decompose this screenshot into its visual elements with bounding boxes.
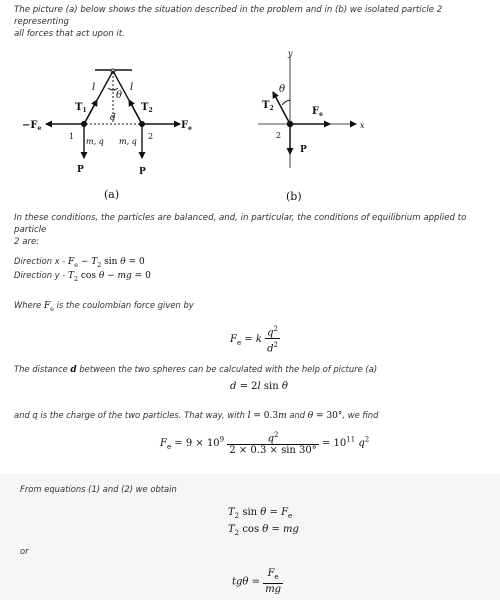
direction-y-label: Direction y -	[14, 270, 68, 280]
figure-b-caption: (b)	[286, 190, 302, 203]
label-particle-2: 2	[148, 132, 154, 141]
label-t1: $T_1$	[75, 102, 87, 114]
label-t2: $T_2$	[262, 100, 274, 112]
label-y: y	[288, 49, 293, 58]
charge-after: , we find	[342, 410, 379, 420]
force-denominator: 2 × 0.3 × sin 30°	[229, 445, 317, 457]
intro-line-2: all forces that act upon it.	[14, 29, 125, 39]
coulomb-formula	[230, 324, 280, 356]
equilibrium-paragraph	[14, 212, 498, 248]
direction-y-equation: $T_2$ cos θ − mg = 0	[67, 271, 151, 283]
where-after: is the coulombian force given by	[53, 300, 194, 310]
where-line	[14, 300, 194, 313]
label-theta: θ	[279, 84, 286, 95]
label-x: x	[360, 121, 365, 130]
distance-after: between the two spheres can be calculated with the help of picture (a)	[76, 364, 378, 374]
force-fraction	[227, 430, 318, 457]
tg-denominator: mg	[265, 584, 282, 595]
coulomb-fraction	[265, 324, 280, 356]
force-equation	[160, 430, 369, 457]
label-p-1: P	[77, 165, 84, 175]
coulomb-lhs: $F_e = k$	[230, 334, 262, 348]
label-p-2: P	[139, 167, 146, 177]
particle-2	[139, 121, 145, 127]
label-fe-right: $F_e$	[181, 120, 192, 132]
direction-y-line	[14, 270, 151, 283]
label-l-left: l	[92, 82, 96, 93]
label-particle-2: 2	[276, 131, 282, 140]
force-lhs: $F_e = 9 \times 10^9$	[160, 435, 225, 452]
charge-l-value: l = 0.3m	[247, 411, 287, 421]
coulomb-denominator: $d^2$	[265, 338, 280, 355]
distance-symbol: d	[70, 365, 77, 375]
from-equations-text: From equations (1) and (2) we obtain	[20, 484, 177, 494]
or-text: or	[20, 546, 29, 556]
intro-line-1: The picture (a) below shows the situation described in the problem and in (b) we isolated particle 2 representing	[14, 5, 443, 27]
intro-paragraph	[14, 4, 494, 40]
particle-2	[287, 121, 293, 127]
label-d: d	[110, 113, 116, 123]
where-symbol: $F_e$	[44, 301, 54, 313]
charge-line	[14, 410, 378, 421]
tg-equation	[232, 568, 283, 596]
direction-x-equation: $F_e - T_2$ sin θ = 0	[67, 257, 145, 269]
equilibrium-line-2: 2 are:	[14, 237, 40, 247]
label-particle-1: 1	[69, 132, 75, 141]
distance-before: The distance	[14, 364, 71, 374]
charge-before: and q is the charge of the two particles. That way, with	[14, 410, 248, 420]
tg-fraction	[263, 568, 283, 596]
direction-x-label: Direction x -	[14, 256, 68, 266]
coulomb-numerator: $q^2$	[267, 325, 278, 339]
figure-a-caption: (a)	[104, 188, 120, 201]
distance-equation: d = 2l sin θ	[230, 381, 288, 392]
system-line-1: $T_2$ $\sin \theta = F_e$	[228, 507, 293, 520]
tension-arrow	[273, 92, 290, 124]
charge-theta-value: θ = 30°	[307, 411, 343, 421]
label-mq-1: m, q	[86, 137, 104, 146]
system-line-2: $T_2$ cos θ = mg	[228, 524, 299, 537]
figure-b	[250, 48, 380, 208]
distance-line	[14, 364, 377, 375]
charge-and: and	[286, 410, 308, 420]
label-fe: $F_e$	[312, 106, 323, 118]
label-l-right: l	[130, 82, 134, 93]
label-theta: θ	[116, 90, 123, 101]
label-fe-left: $-F_e$	[22, 120, 42, 132]
where-before: Where	[14, 300, 44, 310]
label-mq-2: m, q	[119, 137, 137, 146]
force-rhs: = $10^{11}$ $q^2$	[321, 435, 370, 450]
equilibrium-line-1: In these conditions, the particles are balanced, and, in particular, the conditions of equilibrium applied to particle	[14, 213, 467, 235]
label-p: P	[300, 145, 307, 155]
force-numerator: $q^2$	[267, 431, 279, 445]
figure-a	[20, 58, 220, 206]
direction-x-line	[14, 256, 145, 269]
system-equations	[228, 506, 299, 540]
angle-arc	[282, 100, 290, 105]
tg-numerator: $F_e$	[267, 568, 279, 581]
tg-lhs: tgθ =	[232, 576, 264, 588]
label-t2: $T_2$	[141, 102, 153, 114]
particle-1	[81, 121, 87, 127]
